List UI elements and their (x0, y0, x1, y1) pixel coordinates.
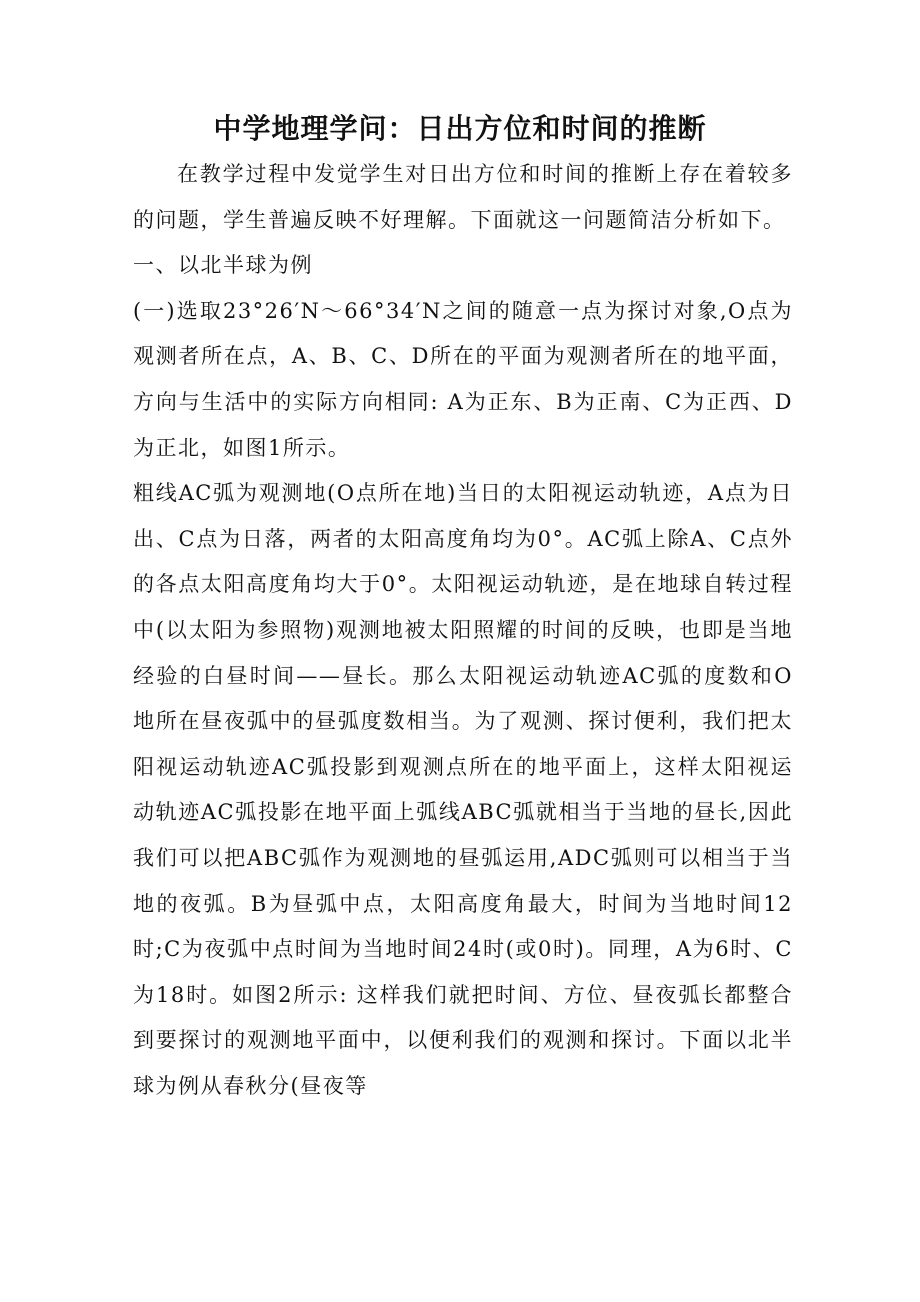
document-title: 中学地理学问：日出方位和时间的推断 (213, 112, 707, 145)
document-body (133, 152, 793, 1109)
paragraph-explanation: 粗线AC弧为观测地(O点所在地)当日的太阳视运动轨迹，A点为日出、C点为日落，两者的太阳高度角均为0°。AC弧上除A、C点外的各点太阳高度角均大于0°。太阳视运动轨迹，是在地球自转过程中(以太阳为参照物)观测地被太阳照耀的时间的反映，也即是当地经验的白昼时间——昼长。那么太阳视运动轨迹AC弧的度数和O地所在昼夜弧中的昼弧度数相当。为了观测、探讨便利，我们把太阳视运动轨迹AC弧投影到观测点所在的地平面上，这样太阳视运动轨迹AC弧投影在地平面上弧线ABC弧就相当于当地的昼长,因此我们可以把ABC弧作为观测地的昼弧运用,ADC弧则可以相当于当地的夜弧。B为昼弧中点，太阳高度角最大，时间为当地时间12时;C为夜弧中点时间为当地时间24时(或0时)。同理，A为6时、C为18时。如图2所示: 这样我们就把时间、方位、昼夜弧长都整合到要探讨的观测地平面中，以便利我们的观测和探讨。下面以北半球为例从春秋分(昼夜等 (133, 481, 793, 1098)
paragraph-intro: 在教学过程中发觉学生对日出方位和时间的推断上存在着较多的问题，学生普遍反映不好理解。下面就这一问题简洁分析如下。 (133, 162, 793, 232)
section-heading: 一、以北半球为例 (133, 253, 313, 278)
paragraph-subsection-1: (一)选取23°26′N～66°34′N之间的随意一点为探讨对象,O点为观测者所在点，A、B、C、D所在的平面为观测者所在的地平面，方向与生活中的实际方向相同: A为正东、B为正南、C为正西、D为正北，如图1所示。 (133, 298, 793, 460)
